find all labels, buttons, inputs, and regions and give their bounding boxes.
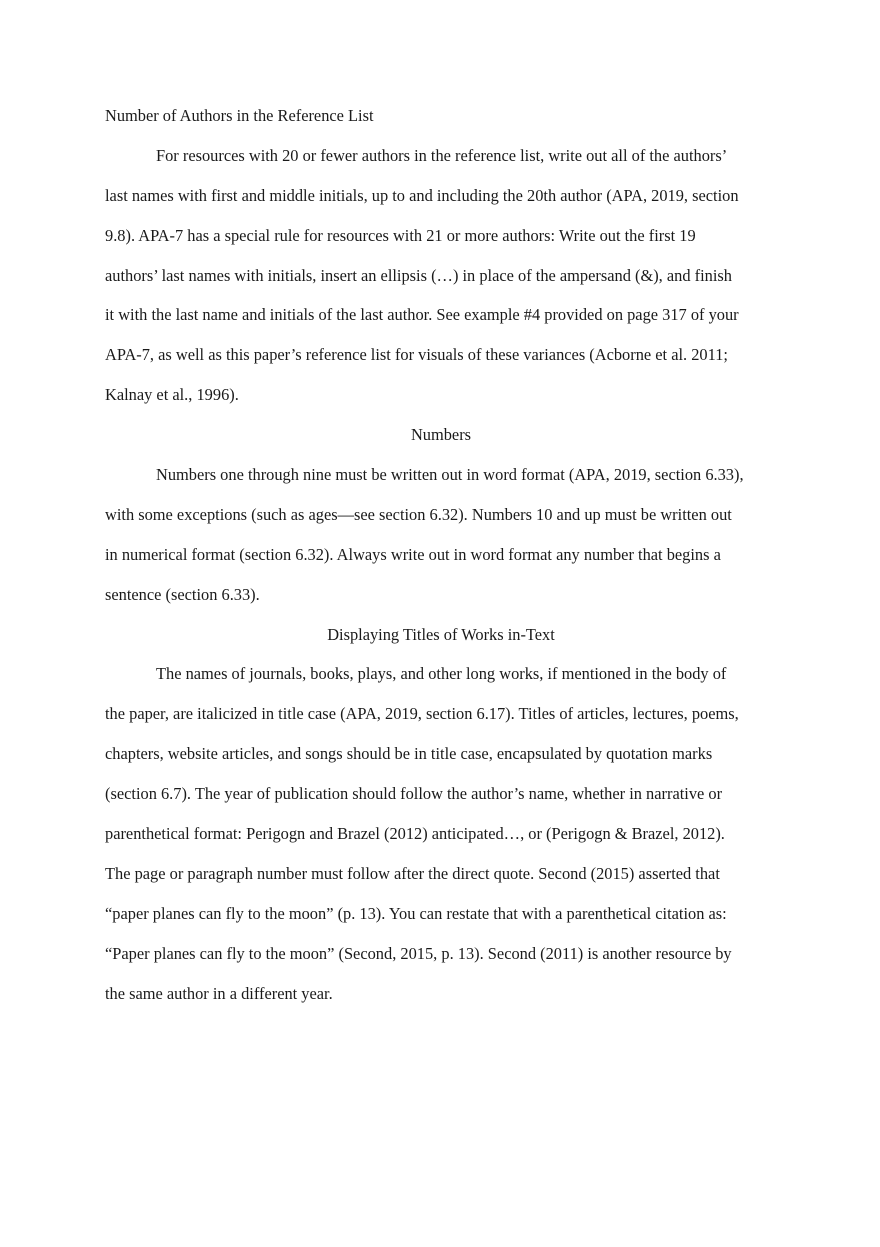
- text-line: sentence (section 6.33).: [105, 584, 260, 604]
- section-heading-numbers: Numbers: [410, 425, 472, 445]
- text-line: Numbers one through nine must be written out in word format (APA, 2019, section 6.33),: [156, 465, 744, 485]
- paragraph-authors: [105, 142, 777, 421]
- text-line: APA-7, as well as this paper’s reference list for visuals of these variances (Acborne et al. 2011;: [105, 345, 728, 365]
- text-line: last names with first and middle initials, up to and including the 20th author (APA, 2019, section: [105, 185, 739, 205]
- text-line: The page or paragraph number must follow after the direct quote. Second (2015) asserted that: [105, 863, 720, 883]
- paragraph-titles: [105, 660, 777, 1019]
- text-line: in numerical format (section 6.32). Always write out in word format any number that begins a: [105, 544, 721, 564]
- text-line: For resources with 20 or fewer authors in the reference list, write out all of the authors’: [156, 145, 728, 165]
- text-line: chapters, website articles, and songs should be in title case, encapsulated by quotation marks: [105, 744, 713, 764]
- paragraph-numbers: [105, 461, 777, 621]
- text-line: Kalnay et al., 1996).: [105, 385, 239, 405]
- text-line: (section 6.7). The year of publication should follow the author’s name, whether in narrative or: [105, 784, 723, 804]
- text-line: parenthetical format: Perigogn and Brazel (2012) anticipated…, or (Perigogn & Brazel, 2012).: [105, 824, 725, 844]
- text-line: the same author in a different year.: [105, 983, 333, 1003]
- section-heading-titles: Displaying Titles of Works in-Text: [327, 624, 555, 644]
- text-line: “paper planes can fly to the moon” (p. 13). You can restate that with a parenthetical citation as:: [105, 903, 727, 923]
- text-line: it with the last name and initials of the last author. See example #4 provided on page 317 of your: [105, 305, 739, 325]
- section-heading-authors: Number of Authors in the Reference List: [105, 106, 374, 125]
- text-line: the paper, are italicized in title case (APA, 2019, section 6.17). Titles of articles, lectures, poems,: [105, 704, 739, 724]
- text-line: with some exceptions (such as ages—see section 6.32). Numbers 10 and up must be written out: [105, 504, 732, 524]
- page-content: [105, 102, 777, 1019]
- text-line: “Paper planes can fly to the moon” (Second, 2015, p. 13). Second (2011) is another resource by: [105, 943, 732, 963]
- text-line: authors’ last names with initials, insert an ellipsis (…) in place of the ampersand (&), and finish: [105, 265, 732, 285]
- text-line: The names of journals, books, plays, and other long works, if mentioned in the body of: [156, 664, 727, 684]
- text-line: 9.8). APA-7 has a special rule for resources with 21 or more authors: Write out the first 19: [105, 225, 696, 245]
